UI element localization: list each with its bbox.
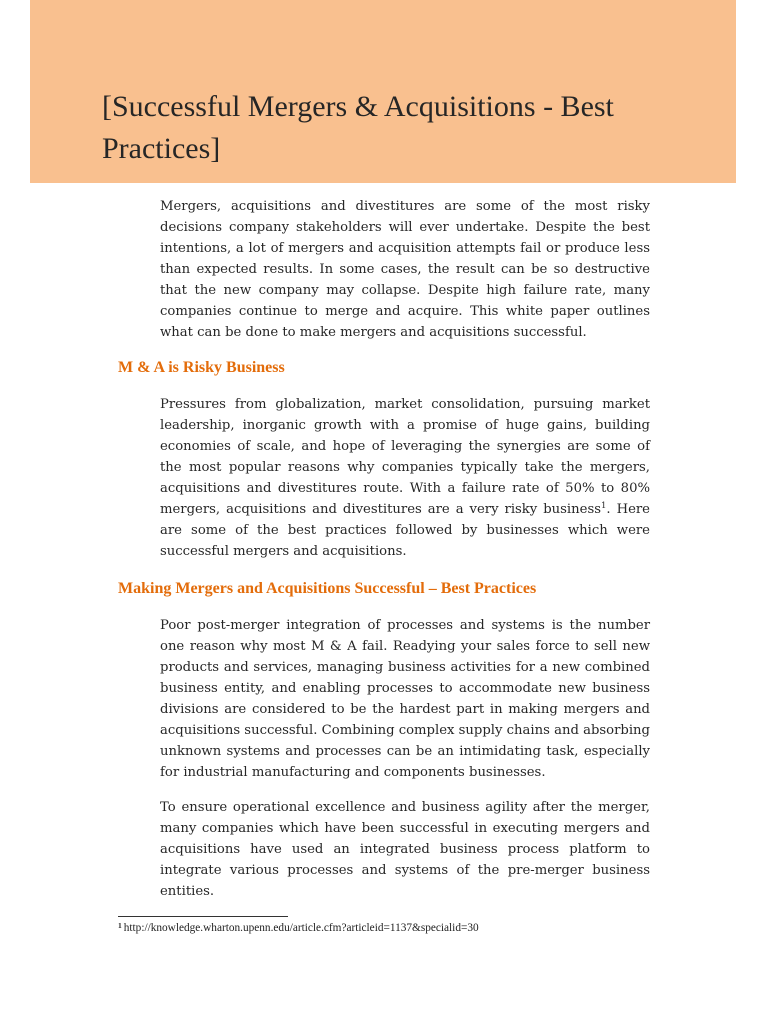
section-heading-best-practices: Making Mergers and Acquisitions Successful – Best Practices (118, 580, 537, 597)
document-body (0, 196, 768, 902)
footnote-number: 1 (118, 921, 122, 930)
risky-business-text-continued: . Here are some of the best practices followed by businesses which were successful mergers and acquisitions. (160, 502, 650, 559)
page-title: [Successful Mergers & Acquisitions - Best Practices] (102, 90, 614, 165)
best-practices-paragraph-2: To ensure operational excellence and business agility after the merger, many companies which have been successful in executing mergers and acquisitions have used an integrated business process platform to integrate various processes and systems of the pre-merger business entities. (160, 800, 650, 899)
footnote-reference[interactable]: 1 (600, 501, 607, 511)
section-heading-risky-business: M & A is Risky Business (118, 359, 285, 376)
intro-paragraph: Mergers, acquisitions and divestitures are some of the most risky decisions company stakeholders will ever undertake. Despite the best intentions, a lot of mergers and acquisition attempts fail or produce less than expected results. In some cases, the result can be so destructive that the new company may collapse. Despite high failure rate, many companies continue to merge and acquire. This white paper outlines what can be done to make mergers and acquisitions successful. (160, 199, 650, 340)
risky-business-paragraph (160, 394, 650, 562)
risky-business-text: Pressures from globalization, market consolidation, pursuing market leadership, inorganic growth with a promise of huge gains, building economies of scale, and hope of leveraging the synergies are some of the most popular reasons why companies typically take the mergers, acquisitions and divestitures route. With a failure rate of 50% to 80% mergers, acquisitions and divestitures are a very risky business (160, 397, 650, 517)
footnote-separator (118, 916, 288, 917)
best-practices-paragraph-1: Poor post-merger integration of processes and systems is the number one reason why most M & A fail. Readying your sales force to sell new products and services, managing business activities for a new combined business entity, and enabling processes to accommodate new business divisions are considered to be the hardest part in making mergers and acquisitions successful. Combining complex supply chains and absorbing unknown systems and processes can be an intimidating task, especially for industrial manufacturing and components businesses. (160, 618, 650, 780)
footnote (118, 921, 479, 936)
footnote-link[interactable]: http://knowledge.wharton.upenn.edu/article.cfm?articleid=1137&specialid=30 (123, 922, 479, 934)
